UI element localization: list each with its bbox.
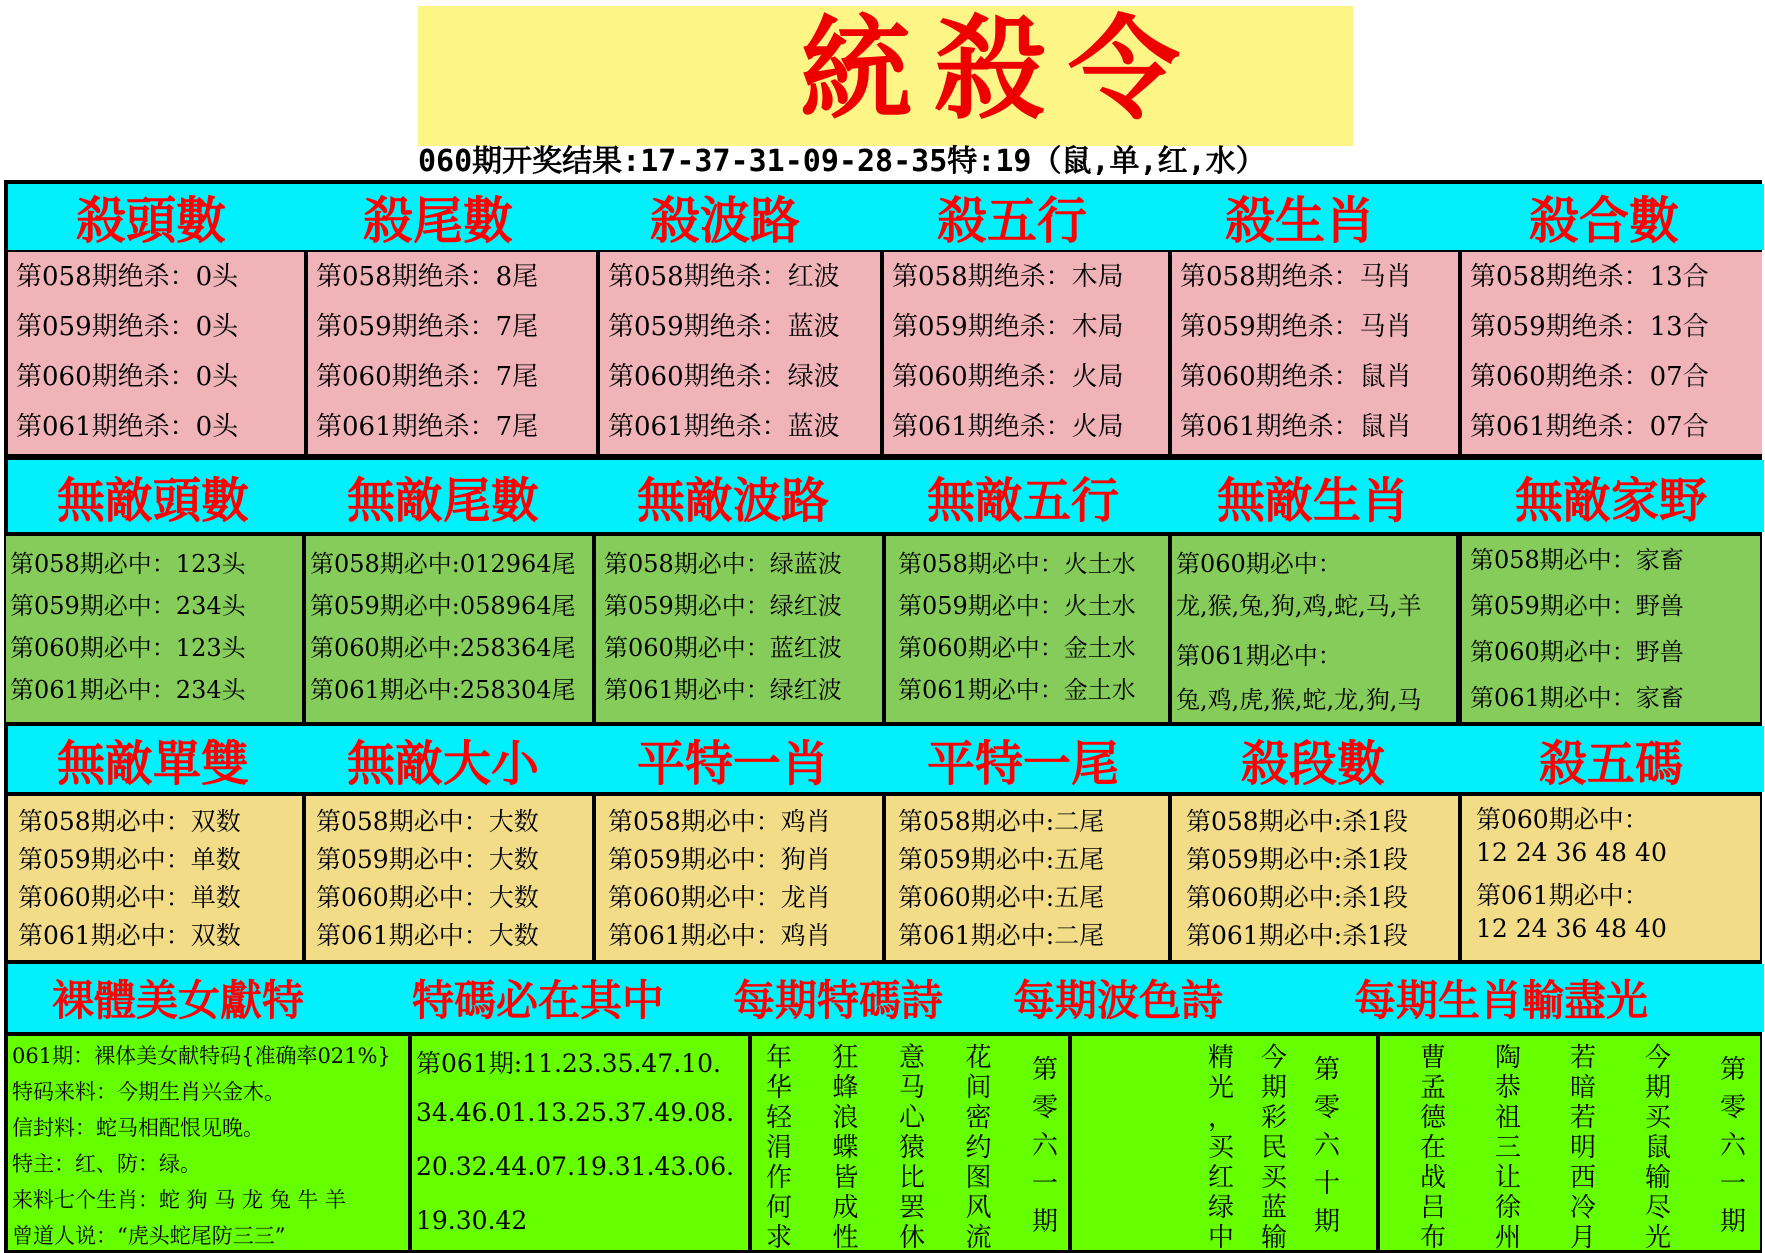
list-item: 第060期必中:杀1段 xyxy=(1186,883,1409,912)
poem-column: 今 期 买 鼠 输 尽 光 xyxy=(1644,1043,1671,1250)
header-sure-element: 無敵五行 xyxy=(926,472,1119,529)
section2-header xyxy=(8,460,1764,532)
list-item: 第060期必中：大数 xyxy=(316,883,539,912)
list-item: 第059期必中:五尾 xyxy=(898,845,1105,874)
list-item: 第061期:11.23.35.47.10. xyxy=(416,1049,721,1078)
list-item: 第061期绝杀：火局 xyxy=(892,412,1124,442)
sure-domestic-cell xyxy=(1462,536,1760,722)
poem-column: 年 华 轻 涓 作 何 求 xyxy=(766,1043,793,1250)
list-item: 第060期绝杀：0头 xyxy=(16,362,239,392)
list-item: 第060期必中：金土水 xyxy=(898,634,1136,662)
list-item: 第059期必中：野兽 xyxy=(1470,592,1684,620)
list-item: 信封料：蛇马相配恨见晚。 xyxy=(12,1116,264,1140)
flat-tail-cell xyxy=(886,796,1168,960)
list-item: 第061期必中：双数 xyxy=(18,921,241,950)
sure-element-cell xyxy=(886,536,1168,722)
list-item: 第059期必中:杀1段 xyxy=(1186,845,1409,874)
zodiac-poem-cell xyxy=(1380,1036,1760,1250)
list-item: 第058期必中：火土水 xyxy=(898,550,1136,578)
list-item: 第059期必中:058964尾 xyxy=(310,592,576,620)
sure-wave-cell xyxy=(596,536,882,722)
list-item: 第061期必中：绿红波 xyxy=(604,676,842,704)
section1-header xyxy=(8,184,1764,250)
header-kill-sum: 殺合數 xyxy=(1529,191,1679,250)
poem-column: 若 暗 若 明 西 冷 月 xyxy=(1569,1043,1596,1250)
list-item: 20.32.44.07.19.31.43.06. xyxy=(416,1152,735,1181)
list-item: 第059期必中：火土水 xyxy=(898,592,1136,620)
list-item: 第058期必中：123头 xyxy=(10,550,246,578)
poem-column: 第 零 六 一 期 xyxy=(1719,1055,1746,1237)
header-kill-zodiac: 殺生肖 xyxy=(1225,191,1375,250)
list-item: 兔,鸡,虎,猴,蛇,龙,狗,马 xyxy=(1176,686,1422,714)
list-item: 第059期必中：单数 xyxy=(18,845,241,874)
section3-header xyxy=(8,726,1764,792)
list-item: 第058期绝杀：木局 xyxy=(892,262,1124,292)
special-poem-cell xyxy=(752,1036,1068,1250)
kill-wave-cell xyxy=(600,252,880,454)
list-item: 第061期必中：234头 xyxy=(10,676,246,704)
list-item: 第061期必中：家畜 xyxy=(1470,684,1684,712)
list-item: 第058期绝杀：8尾 xyxy=(316,262,539,292)
header-sure-tail: 無敵尾數 xyxy=(346,472,539,529)
list-item: 第059期必中：234头 xyxy=(10,592,246,620)
header-special-poem: 每期特碼詩 xyxy=(732,976,943,1025)
special-in-cell xyxy=(412,1036,748,1250)
brand-title: 統殺令 xyxy=(800,4,1202,135)
header-kill-tail: 殺尾數 xyxy=(363,191,513,250)
list-item: 第061期绝杀：07合 xyxy=(1470,412,1709,442)
header-kill-five: 殺五碼 xyxy=(1538,735,1683,792)
poem-column: 曹 孟 德 在 战 吕 布 xyxy=(1420,1043,1447,1250)
list-item: 第058期必中：绿蓝波 xyxy=(604,550,842,578)
list-item: 第058期必中：鸡肖 xyxy=(608,807,831,836)
list-item: 第061期绝杀：7尾 xyxy=(316,412,539,442)
list-item: 来料七个生肖：蛇 狗 马 龙 兔 牛 羊 xyxy=(12,1188,347,1212)
list-item: 第061期绝杀：0头 xyxy=(16,412,239,442)
list-item: 第060期必中：単数 xyxy=(18,883,241,912)
list-item: 曾道人说：“虎头蛇尾防三三” xyxy=(12,1224,286,1248)
list-item: 第061期必中：大数 xyxy=(316,921,539,950)
sure-zodiac-cell xyxy=(1172,536,1456,722)
list-item: 第061期必中： xyxy=(1476,881,1649,910)
kill-element-cell xyxy=(884,252,1168,454)
list-item: 第059期绝杀：蓝波 xyxy=(608,312,840,342)
big-small-cell xyxy=(306,796,592,960)
list-item: 第060期必中:258364尾 xyxy=(310,634,576,662)
list-item: 第059期绝杀：13合 xyxy=(1470,312,1709,342)
header-sure-zodiac: 無敵生肖 xyxy=(1216,472,1409,529)
list-item: 第060期必中：123头 xyxy=(10,634,246,662)
color-poem-cell xyxy=(1072,1036,1376,1250)
list-item: 第058期必中：大数 xyxy=(316,807,539,836)
header-flat-zodiac: 平特一肖 xyxy=(636,735,829,792)
list-item: 第058期必中:杀1段 xyxy=(1186,807,1409,836)
list-item: 第059期绝杀：木局 xyxy=(892,312,1124,342)
kill-five-cell xyxy=(1462,796,1760,960)
data-board xyxy=(4,180,1762,1253)
list-item: 第061期绝杀：蓝波 xyxy=(608,412,840,442)
list-item: 第061期必中:258304尾 xyxy=(310,676,576,704)
list-item: 第060期必中： xyxy=(1476,805,1649,834)
list-item: 12 24 36 48 40 xyxy=(1476,838,1667,867)
odd-even-cell xyxy=(8,796,302,960)
list-item: 特码来料：今期生肖兴金木。 xyxy=(12,1080,285,1104)
list-item: 第060期绝杀：绿波 xyxy=(608,362,840,392)
header-kill-segment: 殺段數 xyxy=(1240,735,1385,792)
list-item: 第059期必中：绿红波 xyxy=(604,592,842,620)
header-zodiac-poem: 每期生肖輸盡光 xyxy=(1353,976,1648,1025)
poem-column: 陶 恭 祖 三 让 徐 州 xyxy=(1494,1043,1521,1250)
sure-tail-cell xyxy=(306,536,592,722)
header-sure-head: 無敵頭數 xyxy=(56,472,249,529)
list-item: 第060期必中： xyxy=(1176,550,1342,578)
header-special-in: 特碼必在其中 xyxy=(411,976,664,1025)
header-kill-head: 殺頭數 xyxy=(76,191,226,250)
list-item: 第059期必中：狗肖 xyxy=(608,845,831,874)
poem-column: 狂 蜂 浪 蝶 皆 成 性 xyxy=(832,1043,859,1250)
kill-tail-cell xyxy=(308,252,596,454)
list-item: 19.30.42 xyxy=(416,1206,528,1235)
list-item: 特主：红、防：绿。 xyxy=(12,1152,201,1176)
header-sure-domestic: 無敵家野 xyxy=(1514,472,1707,529)
beauty-cell xyxy=(8,1036,408,1250)
header-odd-even: 無敵單雙 xyxy=(56,735,249,792)
header-flat-tail: 平特一尾 xyxy=(926,735,1119,792)
header-kill-wave: 殺波路 xyxy=(650,191,800,250)
poem-column: 意 马 心 猿 比 罢 休 xyxy=(898,1043,925,1250)
list-item: 第059期绝杀：0头 xyxy=(16,312,239,342)
draw-result: 060期开奖结果:17-37-31-09-28-35特:19（鼠,单,红,水） xyxy=(418,144,1266,179)
poem-column: 第 零 六 一 期 xyxy=(1031,1055,1058,1237)
list-item: 第061期必中:二尾 xyxy=(898,921,1105,950)
section4-header xyxy=(8,964,1764,1032)
kill-sum-cell xyxy=(1462,252,1762,454)
list-item: 第061期必中:杀1段 xyxy=(1186,921,1409,950)
list-item: 第059期绝杀：马肖 xyxy=(1180,312,1412,342)
list-item: 第059期必中：大数 xyxy=(316,845,539,874)
list-item: 第060期必中：龙肖 xyxy=(608,883,831,912)
list-item: 第059期绝杀：7尾 xyxy=(316,312,539,342)
header-sure-wave: 無敵波路 xyxy=(636,472,829,529)
sure-head-cell xyxy=(6,536,302,722)
kill-zodiac-cell xyxy=(1172,252,1458,454)
header-kill-element: 殺五行 xyxy=(937,191,1087,250)
poem-column: 精 光 ， 买 红 绿 中 xyxy=(1208,1043,1235,1250)
list-item: 061期：裸体美女献特码{准确率021%} xyxy=(12,1044,391,1068)
header-color-poem: 每期波色詩 xyxy=(1012,976,1223,1025)
poem-column: 花 间 密 约 图 风 流 xyxy=(965,1043,992,1250)
header-beauty: 裸體美女獻特 xyxy=(51,976,304,1025)
list-item: 第058期绝杀：红波 xyxy=(608,262,840,292)
list-item: 第060期绝杀：火局 xyxy=(892,362,1124,392)
list-item: 34.46.01.13.25.37.49.08. xyxy=(416,1098,735,1127)
list-item: 第060期绝杀：鼠肖 xyxy=(1180,362,1412,392)
list-item: 第058期必中：家畜 xyxy=(1470,546,1684,574)
list-item: 第060期绝杀：7尾 xyxy=(316,362,539,392)
list-item: 第058期绝杀：马肖 xyxy=(1180,262,1412,292)
flat-zodiac-cell xyxy=(596,796,882,960)
kill-head-cell xyxy=(8,252,304,454)
list-item: 龙,猴,兔,狗,鸡,蛇,马,羊 xyxy=(1176,592,1422,620)
list-item: 第060期绝杀：07合 xyxy=(1470,362,1709,392)
poem-column: 今 期 彩 民 买 蓝 输 xyxy=(1260,1043,1287,1250)
list-item: 第058期必中:012964尾 xyxy=(310,550,576,578)
list-item: 第058期绝杀：13合 xyxy=(1470,262,1709,292)
list-item: 第061期必中： xyxy=(1176,642,1342,670)
list-item: 第061期必中：金土水 xyxy=(898,676,1136,704)
poem-column: 第 零 六 十 期 xyxy=(1313,1055,1340,1237)
list-item: 第058期绝杀：0头 xyxy=(16,262,239,292)
list-item: 第061期绝杀：鼠肖 xyxy=(1180,412,1412,442)
list-item: 第060期必中：野兽 xyxy=(1470,638,1684,666)
list-item: 第058期必中：双数 xyxy=(18,807,241,836)
list-item: 第060期必中:五尾 xyxy=(898,883,1105,912)
list-item: 第058期必中:二尾 xyxy=(898,807,1105,836)
list-item: 12 24 36 48 40 xyxy=(1476,914,1667,943)
header-big-small: 無敵大小 xyxy=(346,735,539,792)
list-item: 第061期必中：鸡肖 xyxy=(608,921,831,950)
kill-segment-cell xyxy=(1172,796,1458,960)
list-item: 第060期必中：蓝红波 xyxy=(604,634,842,662)
